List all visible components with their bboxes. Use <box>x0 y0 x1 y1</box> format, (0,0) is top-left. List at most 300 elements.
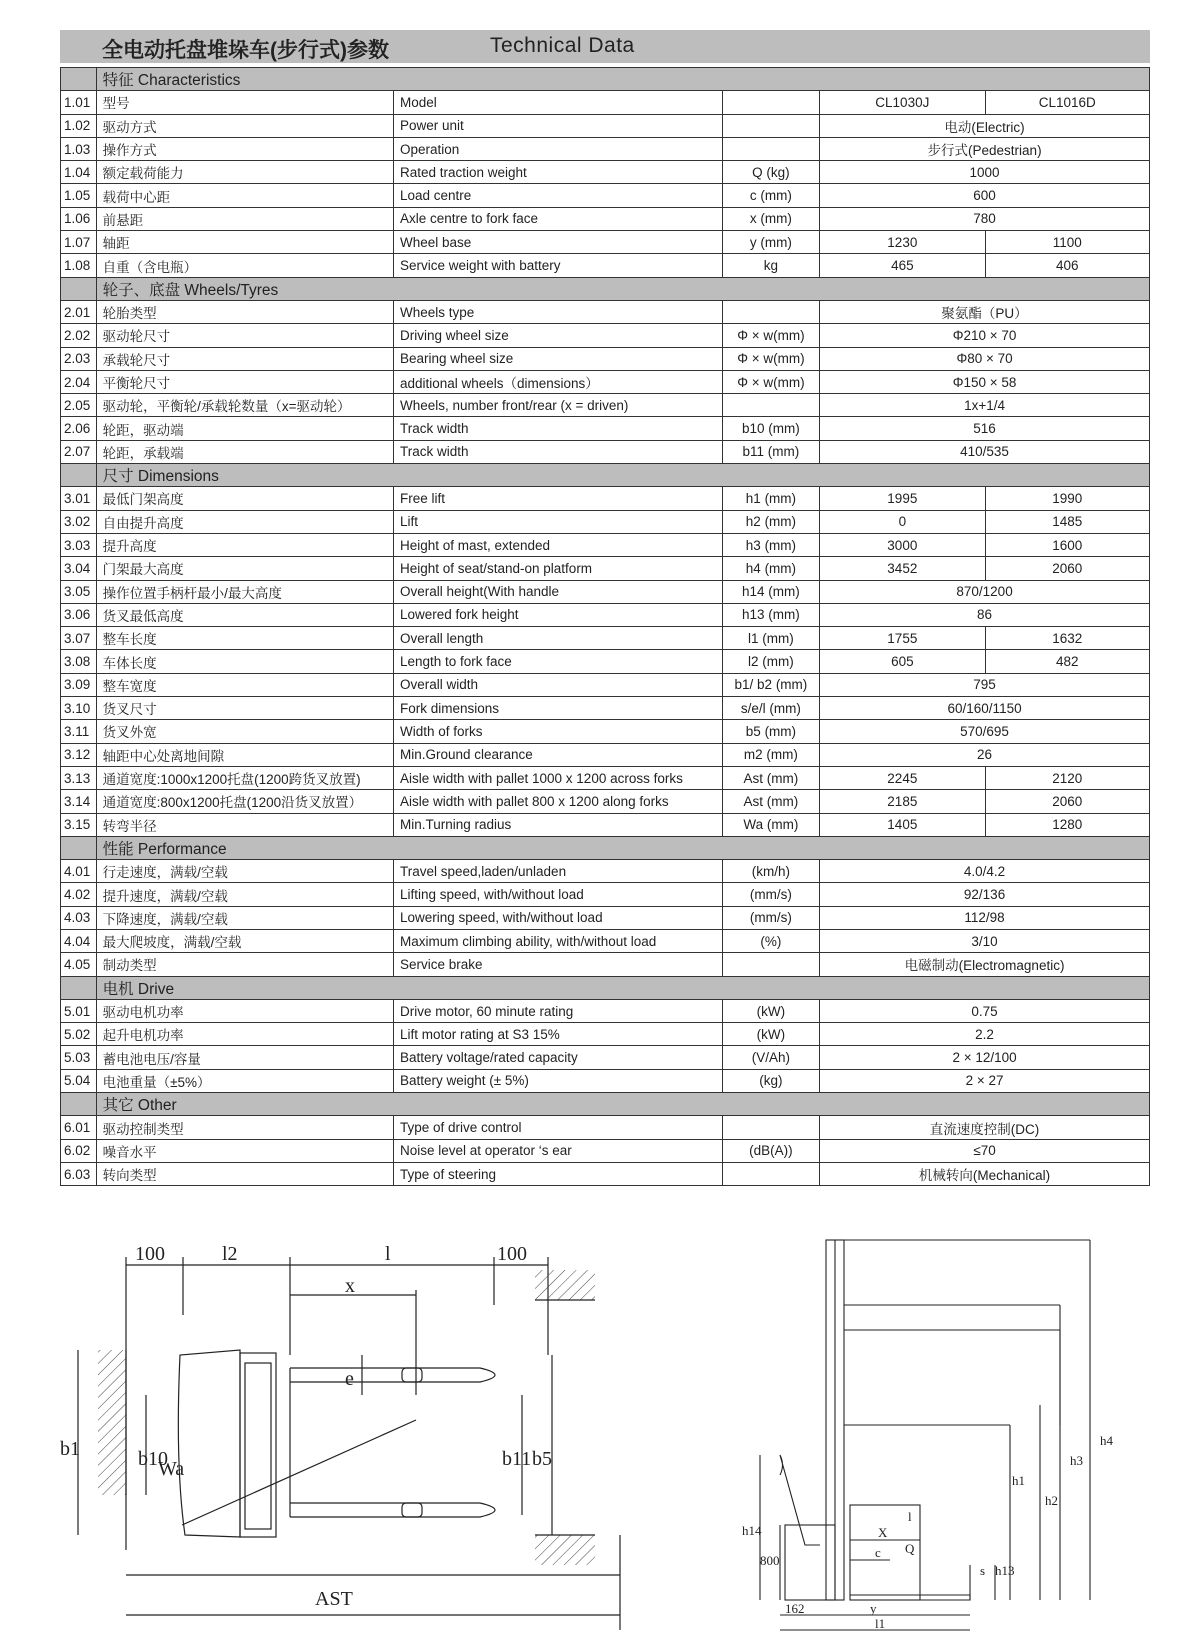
label-en: Min.Turning radius <box>393 813 722 836</box>
label-en: Power unit <box>393 114 722 137</box>
unit <box>722 953 819 976</box>
label-zh: 操作方式 <box>96 137 393 160</box>
dim-800: 800 <box>760 1553 780 1568</box>
unit <box>722 137 819 160</box>
value-cl1016d: 482 <box>985 650 1149 673</box>
unit: m2 (mm) <box>722 743 819 766</box>
table-row <box>61 813 1150 836</box>
top-view-diagram <box>0 1235 640 1635</box>
value-cl1030j: 465 <box>820 254 985 277</box>
unit <box>722 1116 819 1139</box>
label-zh: 驱动方式 <box>96 114 393 137</box>
label-zh: 转弯半径 <box>96 813 393 836</box>
unit: h4 (mm) <box>722 557 819 580</box>
unit: b10 (mm) <box>722 417 819 440</box>
row-number: 3.08 <box>61 650 97 673</box>
value: ≤70 <box>820 1139 1150 1162</box>
value: 电动(Electric) <box>820 114 1150 137</box>
table-row <box>61 766 1150 789</box>
table-row <box>61 929 1150 952</box>
value-cl1016d: 1100 <box>985 231 1149 254</box>
value-cl1016d: 1600 <box>985 533 1149 556</box>
table-row <box>61 1139 1150 1162</box>
section-no <box>61 464 97 487</box>
label-en: Axle centre to fork face <box>393 207 722 230</box>
table-row <box>61 487 1150 510</box>
table-row <box>61 860 1150 883</box>
value: Φ150 × 58 <box>820 370 1150 393</box>
dim-l: l <box>385 1243 391 1265</box>
dim-h2: h2 <box>1045 1493 1058 1508</box>
row-number: 1.05 <box>61 184 97 207</box>
label-en: Width of forks <box>393 720 722 743</box>
value: 600 <box>820 184 1150 207</box>
value: 机械转向(Mechanical) <box>820 1162 1150 1185</box>
label-zh: 整车长度 <box>96 627 393 650</box>
row-number: 2.05 <box>61 394 97 417</box>
row-number: 5.04 <box>61 1069 97 1092</box>
table-row <box>61 720 1150 743</box>
section-header <box>61 464 1150 487</box>
row-number: 4.03 <box>61 906 97 929</box>
row-number: 2.02 <box>61 324 97 347</box>
label-zh: 最低门架高度 <box>96 487 393 510</box>
unit: (dB(A)) <box>722 1139 819 1162</box>
dim-h3: h3 <box>1070 1453 1083 1468</box>
label-zh: 电池重量（±5%） <box>96 1069 393 1092</box>
unit: (mm/s) <box>722 883 819 906</box>
row-number: 3.09 <box>61 673 97 696</box>
section-no <box>61 68 97 91</box>
label-en: Wheels, number front/rear (x = driven) <box>393 394 722 417</box>
row-number: 4.05 <box>61 953 97 976</box>
unit: h14 (mm) <box>722 580 819 603</box>
unit: kg <box>722 254 819 277</box>
label-zh: 驱动控制类型 <box>96 1116 393 1139</box>
row-number: 3.12 <box>61 743 97 766</box>
unit: (mm/s) <box>722 906 819 929</box>
label-zh: 货叉外宽 <box>96 720 393 743</box>
unit: Ast (mm) <box>722 790 819 813</box>
label-en: Type of drive control <box>393 1116 722 1139</box>
value: 电磁制动(Electromagnetic) <box>820 953 1150 976</box>
row-number: 2.06 <box>61 417 97 440</box>
side-view-diagram <box>730 1235 1130 1635</box>
label-en: Lowered fork height <box>393 603 722 626</box>
row-number: 2.03 <box>61 347 97 370</box>
value-cl1030j: 2245 <box>820 766 985 789</box>
section-no <box>61 1093 97 1116</box>
unit: h3 (mm) <box>722 533 819 556</box>
table-row <box>61 999 1150 1022</box>
label-en: Fork dimensions <box>393 697 722 720</box>
unit: c (mm) <box>722 184 819 207</box>
table-row <box>61 1046 1150 1069</box>
row-number: 3.02 <box>61 510 97 533</box>
table-row <box>61 533 1150 556</box>
label-en: Wheels type <box>393 300 722 323</box>
unit: (km/h) <box>722 860 819 883</box>
row-number: 6.01 <box>61 1116 97 1139</box>
label-zh: 承载轮尺寸 <box>96 347 393 370</box>
table-row <box>61 207 1150 230</box>
section-no <box>61 836 97 859</box>
table-row <box>61 603 1150 626</box>
table-row <box>61 347 1150 370</box>
row-number: 3.04 <box>61 557 97 580</box>
label-en: Lift <box>393 510 722 533</box>
row-number: 5.01 <box>61 999 97 1022</box>
table-row <box>61 1023 1150 1046</box>
value-cl1016d: 406 <box>985 254 1149 277</box>
title-zh: 全电动托盘堆垛车(步行式)参数 <box>102 39 389 62</box>
section-header <box>61 68 1150 91</box>
section-label: 特征 Characteristics <box>96 68 1149 91</box>
row-number: 2.07 <box>61 440 97 463</box>
label-zh: 制动类型 <box>96 953 393 976</box>
unit: h2 (mm) <box>722 510 819 533</box>
dim-x: x <box>345 1275 355 1297</box>
section-label: 轮子、底盘 Wheels/Tyres <box>96 277 1149 300</box>
value: 步行式(Pedestrian) <box>820 137 1150 160</box>
label-zh: 轮胎类型 <box>96 300 393 323</box>
value: 516 <box>820 417 1150 440</box>
label-zh: 驱动电机功率 <box>96 999 393 1022</box>
row-number: 3.03 <box>61 533 97 556</box>
label-en: Operation <box>393 137 722 160</box>
label-zh: 自重（含电瓶） <box>96 254 393 277</box>
table-row <box>61 137 1150 160</box>
table-row <box>61 254 1150 277</box>
value: 直流速度控制(DC) <box>820 1116 1150 1139</box>
dim-h13: h13 <box>995 1563 1015 1578</box>
value: 4.0/4.2 <box>820 860 1150 883</box>
label-en: Overall width <box>393 673 722 696</box>
value-cl1030j: 1755 <box>820 627 985 650</box>
label-en: Drive motor, 60 minute rating <box>393 999 722 1022</box>
label-zh: 通道宽度:800x1200托盘(1200沿货叉放置） <box>96 790 393 813</box>
value: Φ80 × 70 <box>820 347 1150 370</box>
label-zh: 行走速度，满载/空载 <box>96 860 393 883</box>
label-en: Overall height(With handle <box>393 580 722 603</box>
value-cl1016d: 2120 <box>985 766 1149 789</box>
label-en: Lowering speed, with/without load <box>393 906 722 929</box>
value: 92/136 <box>820 883 1150 906</box>
label-zh: 操作位置手柄杆最小/最大高度 <box>96 580 393 603</box>
unit <box>722 91 819 114</box>
label-zh: 提升高度 <box>96 533 393 556</box>
value-cl1030j: 605 <box>820 650 985 673</box>
label-en: Battery weight (± 5%) <box>393 1069 722 1092</box>
table-row <box>61 440 1150 463</box>
section-header <box>61 1093 1150 1116</box>
row-number: 1.08 <box>61 254 97 277</box>
unit: s/e/l (mm) <box>722 697 819 720</box>
row-number: 1.06 <box>61 207 97 230</box>
row-number: 2.01 <box>61 300 97 323</box>
label-zh: 载荷中心距 <box>96 184 393 207</box>
label-zh: 车体长度 <box>96 650 393 673</box>
dim-h1: h1 <box>1012 1473 1025 1488</box>
value-cl1016d: 1485 <box>985 510 1149 533</box>
label-en: additional wheels（dimensions） <box>393 370 722 393</box>
section-label: 尺寸 Dimensions <box>96 464 1149 487</box>
value: 2 × 12/100 <box>820 1046 1150 1069</box>
label-en: Track width <box>393 440 722 463</box>
row-number: 3.01 <box>61 487 97 510</box>
table-row <box>61 324 1150 347</box>
section-no <box>61 277 97 300</box>
label-zh: 额定载荷能力 <box>96 161 393 184</box>
table-row <box>61 673 1150 696</box>
label-zh: 驱动轮，平衡轮/承载轮数量（x=驱动轮） <box>96 394 393 417</box>
row-number: 3.06 <box>61 603 97 626</box>
unit: h13 (mm) <box>722 603 819 626</box>
label-en: Service brake <box>393 953 722 976</box>
label-en: Battery voltage/rated capacity <box>393 1046 722 1069</box>
label-zh: 转向类型 <box>96 1162 393 1185</box>
value-cl1030j: 1230 <box>820 231 985 254</box>
label-zh: 轴距中心处离地间隙 <box>96 743 393 766</box>
label-en: Driving wheel size <box>393 324 722 347</box>
value: 410/535 <box>820 440 1150 463</box>
label-zh: 起升电机功率 <box>96 1023 393 1046</box>
unit: (V/Ah) <box>722 1046 819 1069</box>
label-zh: 最大爬坡度，满载/空载 <box>96 929 393 952</box>
value-cl1016d: 1990 <box>985 487 1149 510</box>
row-number: 5.03 <box>61 1046 97 1069</box>
value-cl1030j: 3000 <box>820 533 985 556</box>
dim-y: y <box>870 1601 877 1616</box>
label-en: Lifting speed, with/without load <box>393 883 722 906</box>
unit: b1/ b2 (mm) <box>722 673 819 696</box>
section-header <box>61 277 1150 300</box>
dim-l2: l2 <box>222 1243 238 1265</box>
unit: (kW) <box>722 999 819 1022</box>
value-cl1030j: CL1030J <box>820 91 985 114</box>
table-row <box>61 906 1150 929</box>
value: 0.75 <box>820 999 1150 1022</box>
value: 1x+1/4 <box>820 394 1150 417</box>
value: 780 <box>820 207 1150 230</box>
dim-100-left: 100 <box>135 1243 165 1265</box>
table-row <box>61 953 1150 976</box>
label-en: Length to fork face <box>393 650 722 673</box>
unit: Φ × w(mm) <box>722 370 819 393</box>
value: 570/695 <box>820 720 1150 743</box>
row-number: 4.02 <box>61 883 97 906</box>
unit: b5 (mm) <box>722 720 819 743</box>
value: 26 <box>820 743 1150 766</box>
title-en: Technical Data <box>490 34 635 57</box>
value: 112/98 <box>820 906 1150 929</box>
label-en: Load centre <box>393 184 722 207</box>
label-zh: 平衡轮尺寸 <box>96 370 393 393</box>
label-en: Model <box>393 91 722 114</box>
label-en: Service weight with battery <box>393 254 722 277</box>
label-en: Aisle width with pallet 800 x 1200 along forks <box>393 790 722 813</box>
label-en: Type of steering <box>393 1162 722 1185</box>
row-number: 1.01 <box>61 91 97 114</box>
label-en: Wheel base <box>393 231 722 254</box>
unit: (%) <box>722 929 819 952</box>
row-number: 6.02 <box>61 1139 97 1162</box>
unit: Ast (mm) <box>722 766 819 789</box>
section-label: 电机 Drive <box>96 976 1149 999</box>
value: Φ210 × 70 <box>820 324 1150 347</box>
dim-wa: Wa <box>158 1458 185 1480</box>
value-cl1016d: 2060 <box>985 790 1149 813</box>
table-row <box>61 510 1150 533</box>
unit <box>722 394 819 417</box>
unit <box>722 114 819 137</box>
label-zh: 门架最大高度 <box>96 557 393 580</box>
table-row <box>61 300 1150 323</box>
table-row <box>61 394 1150 417</box>
unit: b11 (mm) <box>722 440 819 463</box>
row-number: 4.01 <box>61 860 97 883</box>
dim-b11: b11 <box>502 1448 532 1470</box>
value: 聚氨酯（PU） <box>820 300 1150 323</box>
unit: x (mm) <box>722 207 819 230</box>
label-en: Height of mast, extended <box>393 533 722 556</box>
row-number: 1.04 <box>61 161 97 184</box>
spec-table <box>60 67 1150 1186</box>
section-header <box>61 976 1150 999</box>
value-cl1016d: 2060 <box>985 557 1149 580</box>
row-number: 3.14 <box>61 790 97 813</box>
row-number: 3.15 <box>61 813 97 836</box>
table-row <box>61 650 1150 673</box>
row-number: 6.03 <box>61 1162 97 1185</box>
table-row <box>61 114 1150 137</box>
value-cl1030j: 3452 <box>820 557 985 580</box>
value-cl1030j: 1405 <box>820 813 985 836</box>
label-en: Min.Ground clearance <box>393 743 722 766</box>
unit <box>722 300 819 323</box>
label-en: Bearing wheel size <box>393 347 722 370</box>
label-zh: 轴距 <box>96 231 393 254</box>
label-en: Lift motor rating at S3 15% <box>393 1023 722 1046</box>
value-cl1030j: 1995 <box>820 487 985 510</box>
dim-l-side: l <box>908 1509 912 1524</box>
label-zh: 前悬距 <box>96 207 393 230</box>
value: 1000 <box>820 161 1150 184</box>
label-en: Rated traction weight <box>393 161 722 184</box>
value-cl1016d: CL1016D <box>985 91 1149 114</box>
label-en: Track width <box>393 417 722 440</box>
table-row <box>61 91 1150 114</box>
table-row <box>61 231 1150 254</box>
label-zh: 驱动轮尺寸 <box>96 324 393 347</box>
dim-e: e <box>345 1368 354 1390</box>
unit: Q (kg) <box>722 161 819 184</box>
row-number: 5.02 <box>61 1023 97 1046</box>
dim-c: c <box>875 1545 881 1560</box>
label-zh: 噪音水平 <box>96 1139 393 1162</box>
value: 795 <box>820 673 1150 696</box>
table-row <box>61 697 1150 720</box>
section-header <box>61 836 1150 859</box>
value: 870/1200 <box>820 580 1150 603</box>
label-zh: 货叉尺寸 <box>96 697 393 720</box>
dim-ast: AST <box>315 1588 353 1610</box>
table-row <box>61 161 1150 184</box>
label-zh: 提升速度，满载/空载 <box>96 883 393 906</box>
label-zh: 整车宽度 <box>96 673 393 696</box>
table-row <box>61 417 1150 440</box>
label-zh: 自由提升高度 <box>96 510 393 533</box>
unit: Φ × w(mm) <box>722 324 819 347</box>
unit: y (mm) <box>722 231 819 254</box>
row-number: 3.10 <box>61 697 97 720</box>
table-row <box>61 1069 1150 1092</box>
dim-100-right: 100 <box>497 1243 527 1265</box>
row-number: 3.13 <box>61 766 97 789</box>
value: 86 <box>820 603 1150 626</box>
label-en: Height of seat/stand-on platform <box>393 557 722 580</box>
section-label: 其它 Other <box>96 1093 1149 1116</box>
row-number: 3.07 <box>61 627 97 650</box>
unit <box>722 1162 819 1185</box>
value: 60/160/1150 <box>820 697 1150 720</box>
table-row <box>61 743 1150 766</box>
table-row <box>61 557 1150 580</box>
label-zh: 轮距，驱动端 <box>96 417 393 440</box>
value: 2.2 <box>820 1023 1150 1046</box>
section-no <box>61 976 97 999</box>
unit: l1 (mm) <box>722 627 819 650</box>
row-number: 3.11 <box>61 720 97 743</box>
dim-h14: h14 <box>742 1523 762 1538</box>
unit: Φ × w(mm) <box>722 347 819 370</box>
dim-q: Q <box>905 1541 915 1556</box>
label-zh: 型号 <box>96 91 393 114</box>
dim-b1: b1 <box>60 1438 80 1460</box>
dim-h4: h4 <box>1100 1433 1113 1448</box>
label-zh: 轮距，承载端 <box>96 440 393 463</box>
title-bar <box>60 30 1150 63</box>
label-zh: 通道宽度:1000x1200托盘(1200跨货叉放置) <box>96 766 393 789</box>
row-number: 3.05 <box>61 580 97 603</box>
section-label: 性能 Performance <box>96 836 1149 859</box>
label-zh: 货叉最低高度 <box>96 603 393 626</box>
dim-x-side: X <box>878 1525 888 1540</box>
label-en: Overall length <box>393 627 722 650</box>
row-number: 1.07 <box>61 231 97 254</box>
table-row <box>61 627 1150 650</box>
table-row <box>61 1116 1150 1139</box>
table-row <box>61 580 1150 603</box>
table-row <box>61 883 1150 906</box>
value: 2 × 27 <box>820 1069 1150 1092</box>
label-en: Noise level at operator ‘s ear <box>393 1139 722 1162</box>
unit: (kW) <box>722 1023 819 1046</box>
row-number: 2.04 <box>61 370 97 393</box>
row-number: 1.02 <box>61 114 97 137</box>
label-en: Travel speed,laden/unladen <box>393 860 722 883</box>
table-row <box>61 370 1150 393</box>
table-row <box>61 1162 1150 1185</box>
label-zh: 蓄电池电压/容量 <box>96 1046 393 1069</box>
unit: l2 (mm) <box>722 650 819 673</box>
label-en: Aisle width with pallet 1000 x 1200 across forks <box>393 766 722 789</box>
row-number: 4.04 <box>61 929 97 952</box>
dim-b5: b5 <box>532 1448 552 1470</box>
value-cl1030j: 2185 <box>820 790 985 813</box>
dim-162: 162 <box>785 1601 805 1616</box>
label-en: Maximum climbing ability, with/without load <box>393 929 722 952</box>
